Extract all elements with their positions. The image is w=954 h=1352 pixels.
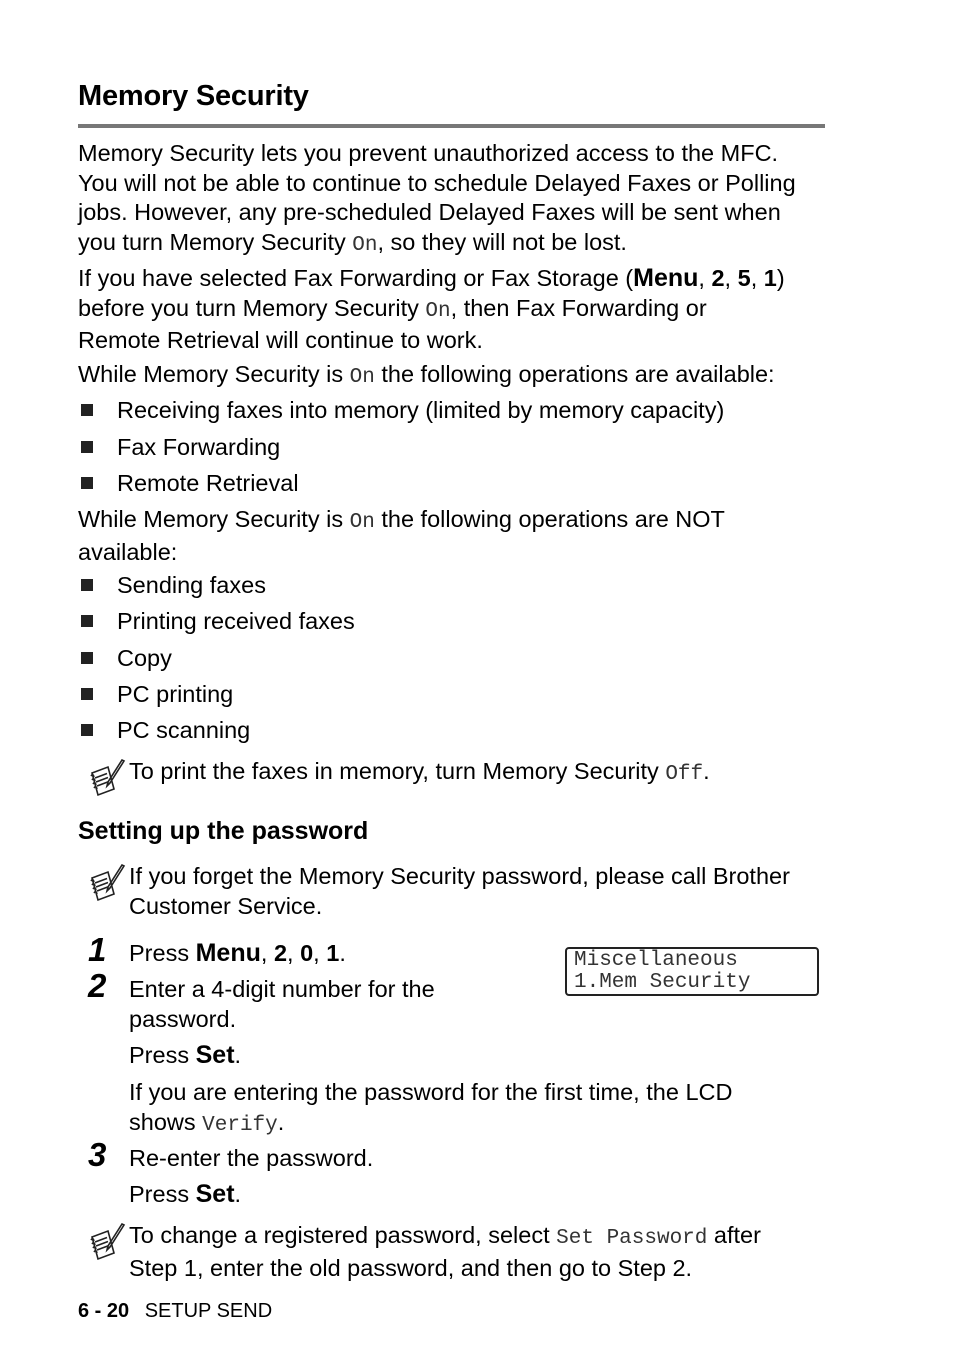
page-footer xyxy=(78,1300,272,1323)
lcd-code-off: Off xyxy=(665,763,704,786)
lcd-code-on: On xyxy=(425,299,451,323)
lcd-line-2: 1.Mem Security xyxy=(574,971,751,994)
title-rule xyxy=(78,124,825,128)
square-bullet-icon xyxy=(81,404,93,416)
lcd-code-on: On xyxy=(352,233,378,257)
page-number: 6 - 20 xyxy=(78,1300,130,1322)
square-bullet-icon xyxy=(81,615,93,627)
step-3-text: Re-enter the password. xyxy=(129,1145,374,1171)
not-available-intro: While Memory Security is On the following operations are NOT available: xyxy=(78,506,725,565)
lcd-code-on: On xyxy=(349,366,375,389)
square-bullet-icon xyxy=(81,652,93,664)
lcd-line-1: Miscellaneous xyxy=(574,949,738,972)
memo-pencil-icon xyxy=(88,864,126,902)
available-intro: While Memory Security is On the following operations are available: xyxy=(78,361,775,389)
square-bullet-icon xyxy=(81,724,93,736)
step-1-text: Press Menu, 2, 0, 1. xyxy=(129,939,346,967)
page-title: Memory Security xyxy=(78,80,309,112)
step-3-press-set: Press Set. xyxy=(129,1180,242,1208)
lcd-code-on: On xyxy=(349,511,375,534)
section-subtitle: Setting up the password xyxy=(78,817,369,845)
step-number-1: 1 xyxy=(88,931,107,968)
memo-pencil-icon xyxy=(88,759,126,797)
step-2-first-time: If you are entering the password for the first time, the LCD shows Verify. xyxy=(129,1079,733,1137)
step-2-text: Enter a 4-digit number for the password. xyxy=(129,976,435,1032)
intro-paragraph: Memory Security lets you prevent unauthorized access to the MFC. You will not be able to continue to schedule Delayed Faxes or Polling jobs. However, any pre-scheduled Delayed Faxes will be sent when you turn Memory Security On, so they will not be lost. xyxy=(78,140,796,257)
step-number-3: 3 xyxy=(88,1136,107,1173)
step-number-2: 2 xyxy=(88,967,107,1004)
lcd-display xyxy=(565,947,819,996)
lcd-code-verify: Verify xyxy=(202,1113,278,1137)
step-2-press-set: Press Set. xyxy=(129,1041,242,1069)
forwarding-paragraph: If you have selected Fax Forwarding or Fax Storage (Menu, 2, 5, 1) before you turn Memory Security On, then Fax Forwarding or Remote Retrieval will continue to work. xyxy=(78,264,785,354)
memo-pencil-icon xyxy=(88,1223,126,1261)
square-bullet-icon xyxy=(81,688,93,700)
square-bullet-icon xyxy=(81,477,93,489)
lcd-code-set-password: Set Password xyxy=(556,1227,708,1250)
square-bullet-icon xyxy=(81,579,93,591)
square-bullet-icon xyxy=(81,441,93,453)
section-name: SETUP SEND xyxy=(144,1300,273,1322)
